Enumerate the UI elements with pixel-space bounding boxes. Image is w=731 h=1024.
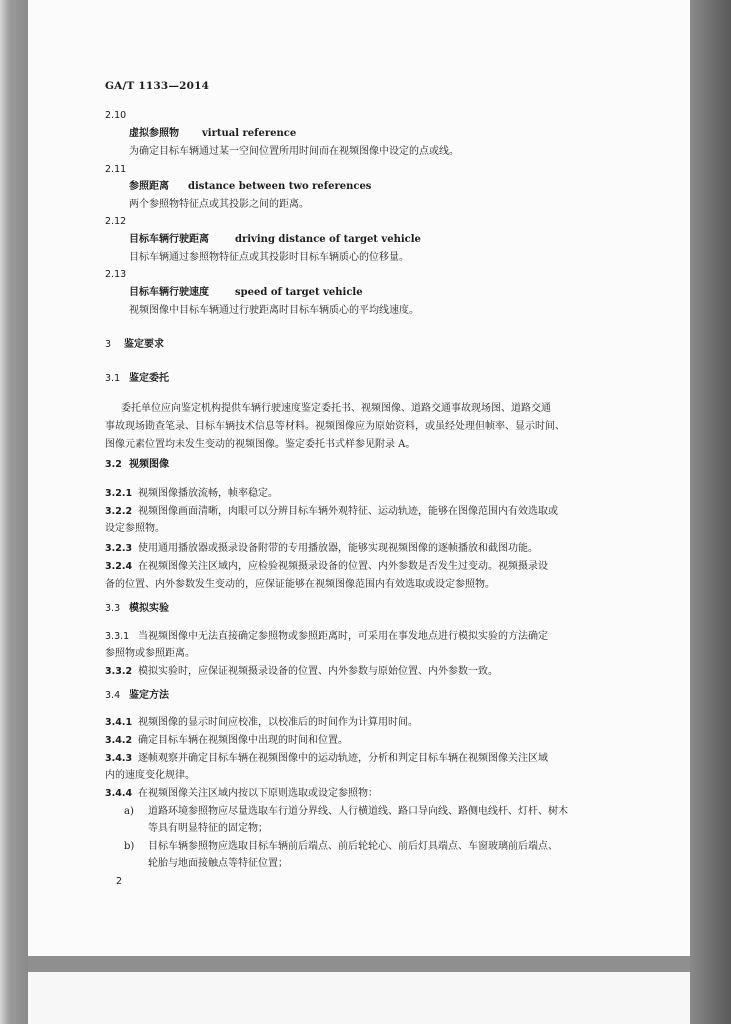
clause-text: 视频图像画面清晰，肉眼可以分辨目标车辆外观特征、运动轨迹，能够在图像范围内有效选取或: [138, 506, 558, 517]
term-zh: 目标车辆行驶速度: [129, 287, 209, 298]
term-definition: 视频图像中目标车辆通过行驶距离时目标车辆质心的平均线速度。: [129, 305, 419, 316]
clause-text: 参照物或参照距离。: [105, 648, 195, 659]
list-item-text: 轮胎与地面接触点等特征位置；: [148, 858, 288, 869]
section-title: 鉴定委托: [129, 373, 169, 384]
clause-text: 确定目标车辆在视频图像中出现的时间和位置。: [138, 735, 348, 746]
clause-text: 备的位置、内外参数发生变动的，应保证能够在视频图像范围内有效选取或设定参照物。: [105, 579, 495, 590]
section-title: 模拟实验: [129, 603, 169, 614]
term-definition: 为确定目标车辆通过某一空间位置所用时间而在视频图像中设定的点或线。: [129, 146, 459, 157]
section-title: 鉴定方法: [129, 690, 169, 701]
list-label: b): [124, 841, 135, 852]
clause-text: 内的速度变化规律。: [105, 770, 195, 781]
paragraph-line: 委托单位应向鉴定机构提供车辆行驶速度鉴定委托书、视频图像、道路交通事故现场图、道路交通: [121, 403, 551, 414]
term-number: 2.11: [105, 164, 127, 175]
list-item-text: 等具有明显特征的固定物；: [148, 823, 268, 834]
paragraph-line: 图像元素位置均未发生变动的视频图像。鉴定委托书式样参见附录 A。: [105, 439, 416, 450]
viewer-left-margin: [0, 0, 28, 1024]
clause-text: 设定参照物。: [105, 523, 165, 534]
clause-text: 使用通用播放器或摄录设备附带的专用播放器，能够实现视频图像的逐帧播放和截图功能。: [138, 543, 538, 554]
clause-number: 3.2.1: [105, 488, 133, 499]
clause-text: 视频图像播放流畅，帧率稳定。: [138, 488, 278, 499]
section-number: 3: [105, 339, 112, 350]
term-en: speed of target vehicle: [235, 287, 363, 298]
clause-number: 3.4.3: [105, 753, 133, 764]
section-title: 视频图像: [129, 459, 169, 470]
term-zh: 虚拟参照物: [129, 128, 179, 139]
paragraph-line: 事故现场勘查笔录、目标车辆技术信息等材料。视频图像应为原始资料，或虽经处理但帧率、显示时间、: [105, 421, 565, 432]
viewer-right-margin: [690, 0, 731, 1024]
term-number: 2.10: [105, 110, 127, 121]
term-number: 2.13: [105, 269, 127, 280]
clause-number: 3.4.4: [105, 788, 133, 799]
term-en: virtual reference: [202, 128, 297, 139]
clause-number: 3.4.2: [105, 735, 133, 746]
section-number: 3.4: [105, 690, 121, 701]
term-number: 2.12: [105, 216, 127, 227]
clause-text: 在视频图像关注区域内，应检验视频摄录设备的位置、内外参数是否发生过变动。视频摄录设: [138, 561, 548, 572]
clause-text: 模拟实验时，应保证视频摄录设备的位置、内外参数与原始位置、内外参数一致。: [138, 666, 498, 677]
clause-text: 当视频图像中无法直接确定参照物或参照距离时，可采用在事发地点进行模拟实验的方法确定: [138, 631, 548, 642]
term-zh: 目标车辆行驶距离: [129, 234, 209, 245]
clause-number: 3.2.3: [105, 543, 133, 554]
section-number: 3.1: [105, 373, 121, 384]
clause-number: 3.4.1: [105, 717, 133, 728]
list-item-text: 目标车辆参照物应选取目标车辆前后端点、前后轮轮心、前后灯具端点、车窗玻璃前后端点、: [148, 841, 558, 852]
next-page-preview: [28, 972, 690, 1024]
page-number: 2: [116, 876, 123, 887]
standard-code-header: GA/T 1133—2014: [105, 80, 210, 92]
section-number: 3.3: [105, 603, 121, 614]
clause-text: 逐帧观察并确定目标车辆在视频图像中的运动轨迹，分析和判定目标车辆在视频图像关注区域: [138, 753, 548, 764]
clause-number: 3.3.1: [105, 631, 130, 642]
clause-number: 3.3.2: [105, 666, 133, 677]
section-number: 3.2: [105, 459, 122, 470]
term-definition: 两个参照物特征点或其投影之间的距离。: [129, 199, 309, 210]
term-en: driving distance of target vehicle: [235, 234, 421, 245]
term-definition: 目标车辆通过参照物特征点或其投影时目标车辆质心的位移量。: [129, 252, 409, 263]
list-label: a): [124, 806, 134, 817]
list-item-text: 道路环境参照物应尽量选取车行道分界线、人行横道线、路口导向线、路侧电线杆、灯杆、树木: [148, 806, 568, 817]
term-zh: 参照距离: [129, 181, 169, 192]
clause-text: 在视频图像关注区域内按以下原则选取或设定参照物：: [138, 788, 378, 799]
term-en: distance between two references: [188, 181, 372, 192]
clause-number: 3.2.2: [105, 506, 133, 517]
clause-number: 3.2.4: [105, 561, 133, 572]
clause-text: 视频图像的显示时间应校准，以校准后的时间作为计算用时间。: [138, 717, 418, 728]
document-page: [28, 0, 690, 956]
section-title: 鉴定要求: [124, 339, 164, 350]
